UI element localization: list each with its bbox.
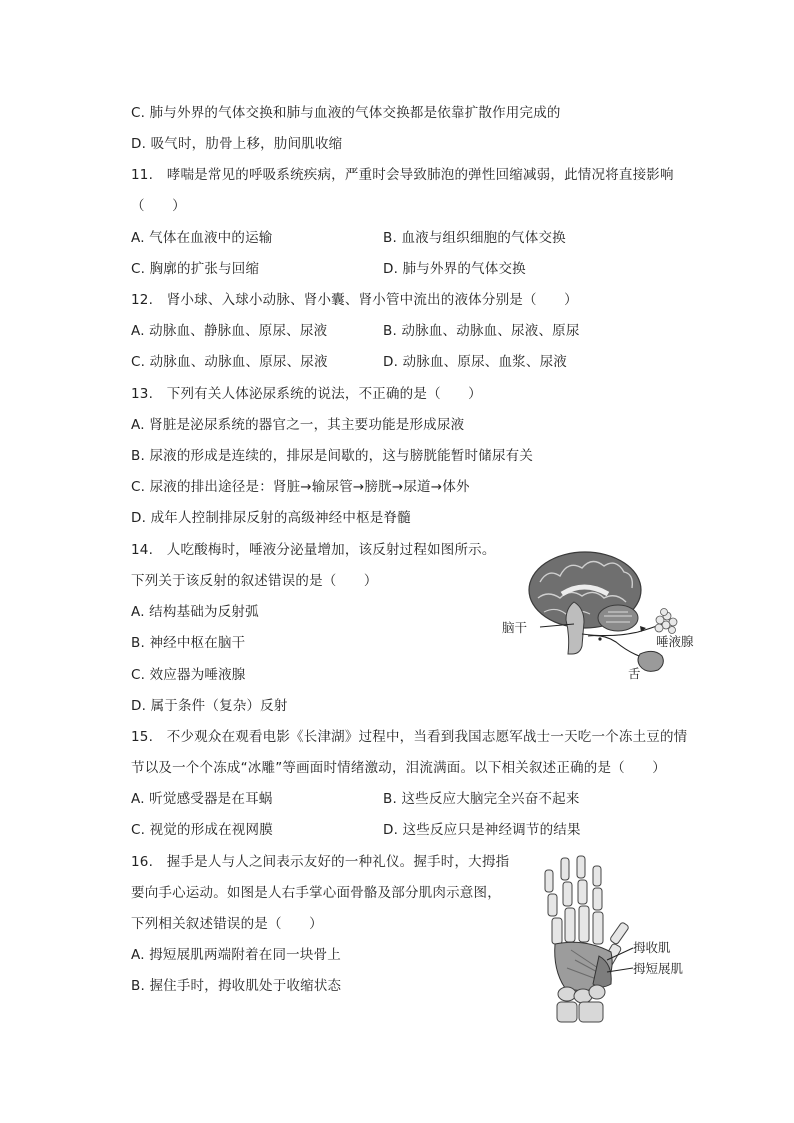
q15-stem-line2: 节以及一个个冻成“冰雕”等画面时情绪激动，泪流满面。以下相关叙述正确的是（ ）: [131, 760, 666, 776]
q11-option-a: A. 气体在血液中的运输: [131, 230, 273, 246]
q14-stem-line2: 下列关于该反射的叙述错误的是（ ）: [131, 573, 378, 589]
q11-stem-line1: 11. 哮喘是常见的呼吸系统疾病，严重时会导致肺泡的弹性回缩减弱，此情况将直接影响: [131, 167, 674, 183]
q15-stem-line1: 15. 不少观众在观看电影《长津湖》过程中，当看到我国志愿军战士一天吃一个冻土豆的情: [131, 729, 688, 745]
q14-option-b: B. 神经中枢在脑干: [131, 635, 246, 651]
q14-option-a: A. 结构基础为反射弧: [131, 604, 259, 620]
q13-option-d: D. 成年人控制排尿反射的高级神经中枢是脊髓: [131, 510, 411, 526]
hand-illustration: [515, 852, 705, 1027]
q12-option-c: C. 动脉血、动脉血、原尿、尿液: [131, 354, 328, 370]
q16-stem-line3: 下列相关叙述错误的是（ ）: [131, 916, 323, 932]
hand-skeleton-figure: [515, 852, 705, 1027]
tongue-label: 舌: [628, 666, 641, 681]
q12-option-b: B. 动脉血、动脉血、尿液、原尿: [383, 323, 580, 339]
q12-stem: 12. 肾小球、入球小动脉、肾小囊、肾小管中流出的液体分别是（ ）: [131, 292, 578, 308]
brain-reflex-figure: [500, 542, 700, 682]
q16-option-b: B. 握住手时，拇收肌处于收缩状态: [131, 978, 342, 994]
adductor-label: 拇收肌: [633, 940, 671, 955]
q11-stem-line2: （ ）: [131, 198, 186, 214]
q13-option-a: A. 肾脏是泌尿系统的器官之一，其主要功能是形成尿液: [131, 417, 465, 433]
q16-stem-line2: 要向手心运动。如图是人右手掌心面骨骼及部分肌肉示意图，: [131, 885, 501, 901]
q15-option-a: A. 听觉感受器是在耳蜗: [131, 791, 273, 807]
q11-option-b: B. 血液与组织细胞的气体交换: [383, 230, 566, 246]
q11-option-c: C. 胸廓的扩张与回缩: [131, 261, 260, 277]
q14-stem-line1: 14. 人吃酸梅时，唾液分泌量增加，该反射过程如图所示。: [131, 542, 496, 558]
q15-option-c: C. 视觉的形成在视网膜: [131, 822, 273, 838]
q12-option-a: A. 动脉血、静脉血、原尿、尿液: [131, 323, 328, 339]
q13-option-b: B. 尿液的形成是连续的，排尿是间歇的，这与膀胱能暂时储尿有关: [131, 448, 534, 464]
brain-illustration: [500, 542, 700, 682]
q15-option-b: B. 这些反应大脑完全兴奋不起来: [383, 791, 580, 807]
q12-option-d: D. 动脉血、原尿、血浆、尿液: [383, 354, 567, 370]
q14-option-d: D. 属于条件（复杂）反射: [131, 698, 288, 714]
q13-option-c: C. 尿液的排出途径是：肾脏→输尿管→膀胱→尿道→体外: [131, 479, 470, 495]
q16-stem-line1: 16. 握手是人与人之间表示友好的一种礼仪。握手时，大拇指: [131, 854, 510, 870]
q13-stem: 13. 下列有关人体泌尿系统的说法，不正确的是（ ）: [131, 386, 482, 402]
brainstem-label: 脑干: [502, 620, 528, 635]
q11-option-d: D. 肺与外界的气体交换: [383, 261, 526, 277]
q10-option-c: C. 肺与外界的气体交换和肺与血液的气体交换都是依靠扩散作用完成的: [131, 105, 561, 121]
salivary-gland-label: 唾液腺: [656, 634, 694, 649]
abductor-label: 拇短展肌: [633, 961, 684, 976]
q16-option-a: A. 拇短展肌两端附着在同一块骨上: [131, 947, 341, 963]
q15-option-d: D. 这些反应只是神经调节的结果: [383, 822, 581, 838]
q10-option-d: D. 吸气时，肋骨上移，肋间肌收缩: [131, 136, 343, 152]
q14-option-c: C. 效应器为唾液腺: [131, 667, 246, 683]
